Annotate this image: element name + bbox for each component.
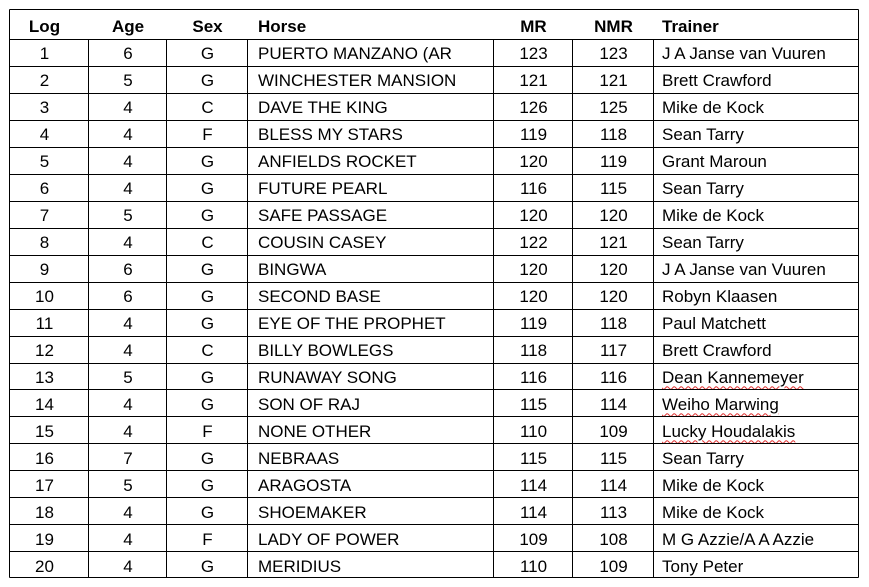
cell-mr: 120 — [519, 151, 548, 171]
cell-mr: 120 — [519, 205, 548, 225]
cell-nmr: 120 — [599, 259, 628, 279]
trainer-text: Lucky Houdalakis — [662, 421, 796, 441]
cell-log: 18 — [35, 502, 54, 522]
cell-age: 4 — [123, 421, 133, 441]
cell-mr: 123 — [519, 43, 548, 63]
cell-nmr: 119 — [599, 151, 628, 171]
cell-mr: 110 — [519, 421, 548, 441]
table-row — [0, 310, 869, 337]
table-row — [0, 202, 869, 229]
cell-age: 4 — [123, 124, 133, 144]
cell-mr: 114 — [519, 502, 548, 522]
cell-horse: BINGWA — [258, 259, 327, 279]
cell-log: 19 — [35, 529, 54, 549]
cell-sex: F — [202, 421, 213, 441]
cell-mr: 126 — [519, 97, 548, 117]
cell-horse: SECOND BASE — [258, 286, 381, 306]
cell-age: 5 — [123, 475, 133, 495]
cell-horse: ARAGOSTA — [258, 475, 352, 495]
cell-horse: BILLY BOWLEGS — [258, 340, 394, 360]
cell-log: 5 — [39, 151, 50, 171]
cell-nmr: 113 — [599, 502, 628, 522]
table-row — [0, 499, 869, 526]
cell-nmr: 109 — [599, 556, 628, 576]
cell-age: 4 — [123, 97, 133, 117]
cell-age: 4 — [123, 178, 133, 198]
cell-horse: FUTURE PEARL — [258, 178, 388, 198]
cell-mr: 116 — [519, 367, 548, 387]
cell-mr: 121 — [519, 70, 548, 90]
cell-mr: 109 — [519, 529, 548, 549]
table-row — [0, 391, 869, 418]
cell-mr: 116 — [519, 178, 548, 198]
cell-horse: LADY OF POWER — [258, 529, 400, 549]
cell-sex: G — [200, 502, 215, 522]
header-sex: Sex — [192, 16, 223, 36]
cell-log: 6 — [39, 178, 50, 198]
table-row — [0, 67, 869, 94]
cell-mr: 114 — [519, 475, 548, 495]
cell-age: 5 — [123, 367, 133, 387]
cell-age: 4 — [123, 151, 133, 171]
cell-log: 9 — [39, 259, 50, 279]
table-row — [0, 472, 869, 499]
cell-nmr: 118 — [599, 313, 628, 333]
race-entries-table — [0, 13, 869, 580]
cell-sex: G — [200, 367, 215, 387]
cell-horse: ANFIELDS ROCKET — [258, 151, 417, 171]
cell-sex: G — [200, 448, 215, 468]
cell-horse: NONE OTHER — [258, 421, 372, 441]
cell-log: 15 — [35, 421, 54, 441]
cell-age: 4 — [123, 529, 133, 549]
cell-trainer: Brett Crawford — [662, 340, 772, 360]
cell-log: 11 — [35, 313, 54, 333]
cell-horse: SAFE PASSAGE — [258, 205, 388, 225]
cell-log: 13 — [35, 367, 54, 387]
cell-nmr: 121 — [599, 70, 628, 90]
cell-mr: 119 — [519, 124, 548, 144]
table-row — [0, 553, 869, 580]
cell-log: 3 — [39, 97, 50, 117]
cell-horse: BLESS MY STARS — [258, 124, 403, 144]
table-row — [0, 337, 869, 364]
cell-trainer — [654, 391, 859, 418]
cell-mr: 118 — [519, 340, 548, 360]
cell-mr: 120 — [519, 286, 548, 306]
cell-mr: 110 — [519, 556, 548, 576]
cell-trainer: Brett Crawford — [662, 70, 772, 90]
table-row — [0, 148, 869, 175]
table-row — [0, 283, 869, 310]
table-row — [0, 364, 869, 391]
cell-trainer: Sean Tarry — [662, 124, 744, 144]
cell-horse: COUSIN CASEY — [258, 232, 387, 252]
cell-nmr: 116 — [599, 367, 628, 387]
cell-age: 6 — [123, 259, 133, 279]
cell-nmr: 120 — [599, 286, 628, 306]
table-row — [0, 121, 869, 148]
cell-sex: G — [200, 43, 215, 63]
cell-nmr: 121 — [599, 232, 628, 252]
cell-log: 17 — [35, 475, 54, 495]
cell-trainer: Grant Maroun — [662, 151, 767, 171]
cell-sex: C — [201, 232, 214, 252]
cell-age: 4 — [123, 313, 133, 333]
cell-log: 8 — [39, 232, 50, 252]
cell-log: 16 — [35, 448, 54, 468]
cell-age: 4 — [123, 502, 133, 522]
cell-sex: G — [200, 475, 215, 495]
cell-age: 4 — [123, 340, 133, 360]
cell-trainer: M G Azzie/A A Azzie — [662, 529, 815, 549]
cell-trainer: Mike de Kock — [662, 97, 765, 117]
cell-horse: EYE OF THE PROPHET — [258, 313, 446, 333]
cell-age: 5 — [123, 205, 133, 225]
cell-trainer: Robyn Klaasen — [662, 286, 778, 306]
cell-mr: 115 — [519, 448, 548, 468]
header-log: Log — [28, 16, 61, 36]
cell-sex: C — [201, 97, 214, 117]
cell-trainer — [654, 364, 859, 391]
cell-trainer: Sean Tarry — [662, 232, 744, 252]
cell-age: 6 — [123, 43, 133, 63]
cell-sex: F — [202, 529, 213, 549]
cell-age: 5 — [123, 70, 133, 90]
cell-age: 4 — [123, 556, 133, 576]
cell-nmr: 123 — [599, 43, 628, 63]
cell-trainer: Mike de Kock — [662, 475, 765, 495]
cell-sex: C — [201, 340, 214, 360]
cell-horse: RUNAWAY SONG — [258, 367, 397, 387]
cell-trainer: Sean Tarry — [662, 448, 744, 468]
cell-sex: G — [200, 556, 215, 576]
header-nmr: NMR — [594, 16, 633, 36]
cell-nmr: 109 — [599, 421, 628, 441]
cell-horse: PUERTO MANZANO (AR — [258, 43, 452, 63]
cell-nmr: 125 — [599, 97, 628, 117]
cell-trainer: Sean Tarry — [662, 178, 744, 198]
trainer-text: Dean Kannemeyer — [662, 367, 804, 387]
table-row — [0, 418, 869, 445]
cell-trainer: Mike de Kock — [662, 205, 765, 225]
cell-horse: DAVE THE KING — [258, 97, 388, 117]
cell-log: 10 — [35, 286, 54, 306]
header-trainer: Trainer — [662, 16, 719, 36]
cell-sex: F — [202, 124, 213, 144]
cell-mr: 120 — [519, 259, 548, 279]
cell-sex: G — [200, 259, 215, 279]
table-row — [0, 40, 869, 67]
cell-sex: G — [200, 394, 215, 414]
cell-nmr: 118 — [599, 124, 628, 144]
table-row — [0, 526, 869, 553]
cell-age: 4 — [123, 232, 133, 252]
cell-mr: 115 — [519, 394, 548, 414]
table-row — [0, 175, 869, 202]
cell-log: 14 — [35, 394, 54, 414]
cell-horse: NEBRAAS — [258, 448, 340, 468]
cell-nmr: 114 — [599, 394, 628, 414]
cell-sex: G — [200, 178, 215, 198]
cell-horse: MERIDIUS — [258, 556, 342, 576]
cell-sex: G — [200, 313, 215, 333]
cell-nmr: 117 — [599, 340, 628, 360]
cell-sex: G — [200, 151, 215, 171]
cell-nmr: 115 — [599, 178, 628, 198]
cell-trainer: J A Janse van Vuuren — [662, 259, 826, 279]
trainer-text: Weiho Marwing — [662, 394, 779, 414]
table-row — [0, 229, 869, 256]
cell-nmr: 120 — [599, 205, 628, 225]
cell-sex: G — [200, 205, 215, 225]
header-mr: MR — [520, 16, 547, 36]
cell-log: 12 — [35, 340, 54, 360]
cell-mr: 119 — [519, 313, 548, 333]
cell-log: 20 — [35, 556, 54, 576]
cell-trainer: J A Janse van Vuuren — [662, 43, 826, 63]
cell-sex: G — [200, 286, 215, 306]
table-row — [0, 445, 869, 472]
cell-trainer: Mike de Kock — [662, 502, 765, 522]
header-row — [0, 13, 869, 40]
table-row — [0, 94, 869, 121]
cell-sex: G — [200, 70, 215, 90]
cell-horse: SON OF RAJ — [258, 394, 361, 414]
cell-mr: 122 — [519, 232, 548, 252]
cell-nmr: 115 — [599, 448, 628, 468]
cell-age: 6 — [123, 286, 133, 306]
cell-age: 7 — [123, 448, 133, 468]
cell-log: 2 — [39, 70, 50, 90]
cell-log: 1 — [39, 43, 50, 63]
header-age: Age — [111, 16, 145, 36]
cell-nmr: 108 — [599, 529, 628, 549]
cell-log: 4 — [39, 124, 50, 144]
table-row — [0, 256, 869, 283]
header-horse: Horse — [258, 16, 307, 36]
cell-log: 7 — [39, 205, 50, 225]
cell-trainer: Paul Matchett — [662, 313, 766, 333]
cell-horse: SHOEMAKER — [258, 502, 367, 522]
cell-trainer — [654, 418, 859, 445]
cell-nmr: 114 — [599, 475, 628, 495]
cell-horse: WINCHESTER MANSION — [258, 70, 457, 90]
cell-age: 4 — [123, 394, 133, 414]
cell-trainer: Tony Peter — [662, 556, 744, 576]
